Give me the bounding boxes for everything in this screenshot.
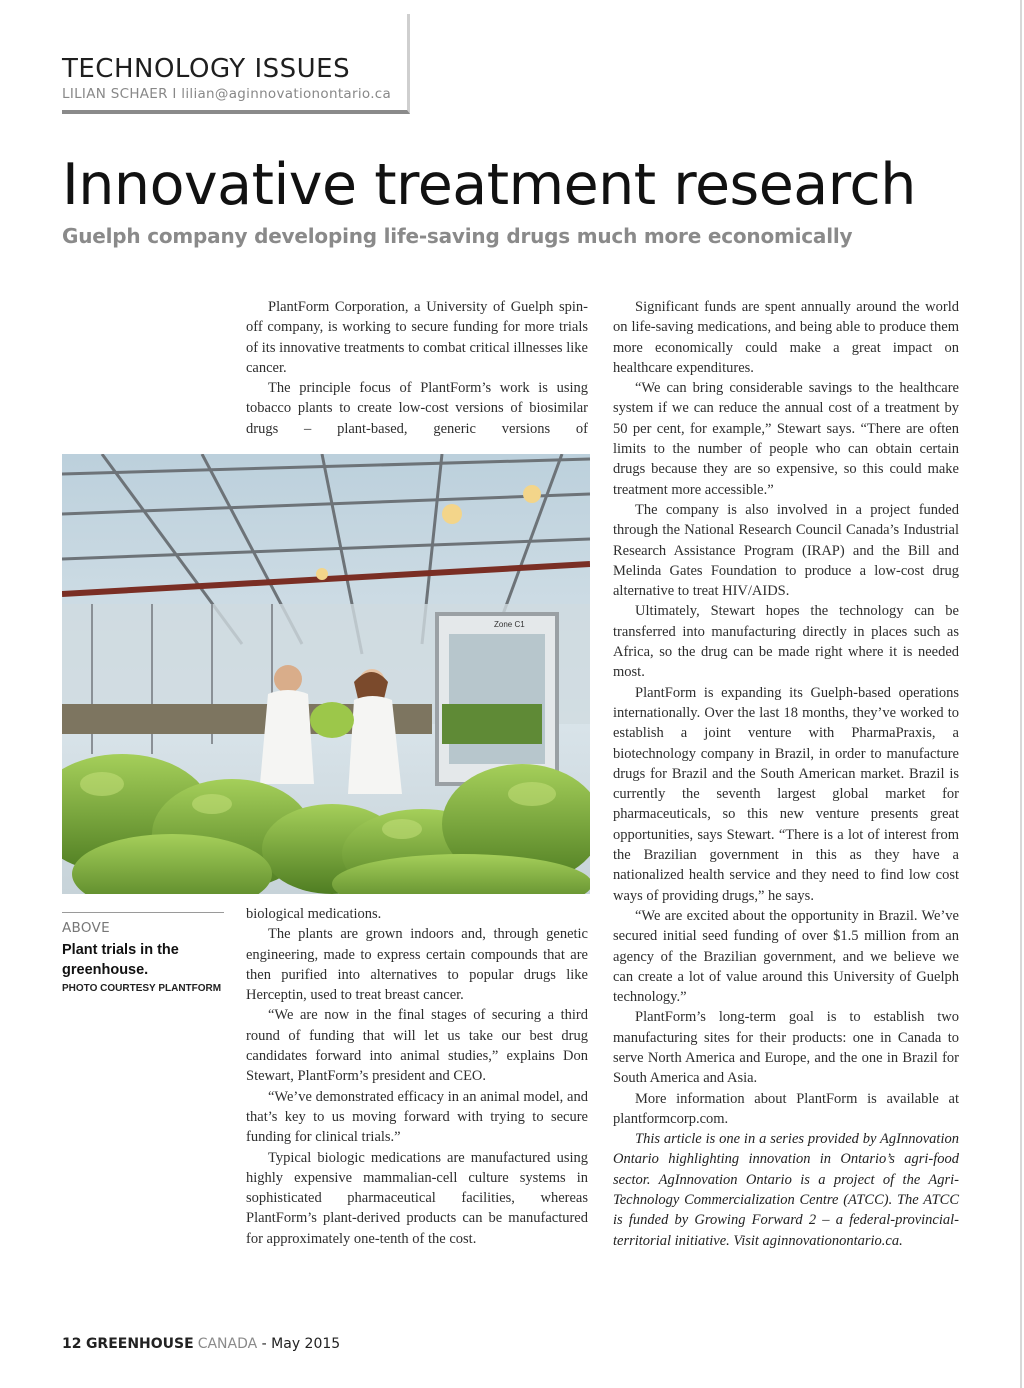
caption-rule	[62, 912, 224, 913]
paragraph: Significant funds are spent annually around the world on life-saving medications, and being able to produce them more economically could make a great impact on healthcare expenditures.	[613, 299, 959, 376]
paragraph: biological medications.	[246, 906, 382, 922]
magazine-name-suffix: CANADA	[197, 1336, 258, 1352]
article-headline: Innovative treatment research	[62, 152, 916, 218]
paragraph: The plants are grown indoors and, through genetic engineering, made to express certain compounds that are then purified into alternatives to popular drugs like Herceptin, used to treat breast cancer.	[246, 926, 588, 1004]
paragraph: “We are now in the final stages of securing a third round of funding that will let us take our best drug candidates forward into animal studies,” explains Don Stewart, PlantForm’s president and CEO.	[246, 1007, 588, 1085]
paragraph: Ultimately, Stewart hopes the technology can be transferred into manufacturing directly in places such as Africa, so the drug can be made right where it is needed most.	[613, 603, 959, 681]
article-subhead: Guelph company developing life-saving drugs much more economically	[62, 224, 853, 248]
paragraph: PlantForm is expanding its Guelph-based operations internationally. Over the last 18 months, they’ve worked to establish a joint venture with PharmaPraxis, a biotechnology company in Brazil, in order to manufacture drugs for Brazil and the South American market. Brazil is currently the seventh largest global market for pharmaceuticals, so this new venture presents great opportunities, says Stewart. “There is a lot of interest from the Brazilian government in this as they have a nationalized health service and they need to find low cost ways of providing drugs,” he says.	[613, 684, 959, 904]
series-note: This article is one in a series provided by AgInnovation Ontario highlighting innovation in Ontario’s agri-food sector. AgInnovation Ontario is a project of the Agri-Technology Commercialization Centre (ATCC). The ATCC is funded by Growing Forward 2 – a federal-provincial-territorial initiative. Visit aginnovationontario.ca.	[613, 1131, 959, 1249]
column-1-bottom	[246, 904, 588, 1249]
column-2	[613, 297, 959, 1251]
paragraph: More information about PlantForm is available at plantformcorp.com.	[613, 1090, 959, 1127]
paragraph: The principle focus of PlantForm’s work is using tobacco plants to create low-cost versions of biosimilar drugs – plant-based, generic versions of	[246, 380, 588, 437]
paragraph: PlantForm Corporation, a University of Guelph spin-off company, is working to secure funding for more trials of its innovative treatments to combat critical illnesses like cancer.	[246, 299, 588, 376]
magazine-name: GREENHOUSE	[85, 1336, 194, 1352]
author-byline: LILIAN SCHAER I lilian@aginnovationontario.ca	[62, 86, 392, 102]
greenhouse-photo	[62, 454, 590, 894]
paragraph: “We are excited about the opportunity in Brazil. We’ve secured initial seed funding of over $1.5 million from an agency of the Brazilian government, and we believe we can create a lot of value around this University of Guelph technology.”	[613, 907, 959, 1006]
page-edge	[1020, 0, 1022, 1388]
photo-credit: PHOTO COURTESY PLANTFORM	[62, 983, 222, 994]
caption-label: ABOVE	[62, 920, 110, 936]
paragraph: “We’ve demonstrated efficacy in an animal model, and that’s key to us moving forward with trying to secure funding for clinical trials.”	[246, 1088, 588, 1146]
paragraph: “We can bring considerable savings to the healthcare system if we can reduce the annual cost of a treatment by 50 per cent, for example,” Stewart says. “There are often limits to the number of people who can obtain certain drugs because they are so expensive, so this could make treatment more accessible.”	[613, 380, 959, 498]
paragraph: PlantForm’s long-term goal is to establish two manufacturing sites for their products: one in Canada to serve North America and Europe, and the one in Brazil for South America and Asia.	[613, 1009, 959, 1087]
page-number: 12	[62, 1336, 82, 1352]
issue-date: - May 2015	[261, 1336, 341, 1352]
section-title: TECHNOLOGY ISSUES	[62, 54, 351, 84]
paragraph: The company is also involved in a project funded through the National Research Council Canada’s Industrial Research Assistance Program (IRAP) and the Bill and Melinda Gates Foundation to produce a low-cost drug alternative to treat HIV/AIDS.	[613, 501, 959, 600]
page-footer	[62, 1336, 340, 1352]
paragraph: Typical biologic medications are manufactured using highly expensive mammalian-cell culture systems in sophisticated pharmaceutical facilities, whereas PlantForm’s plant-derived products can be manufactured for approximately one-tenth of the cost.	[246, 1149, 588, 1247]
caption-text: Plant trials in the greenhouse.	[62, 942, 179, 978]
column-1-top	[246, 297, 588, 439]
door-sign: Zone C1	[494, 620, 525, 629]
